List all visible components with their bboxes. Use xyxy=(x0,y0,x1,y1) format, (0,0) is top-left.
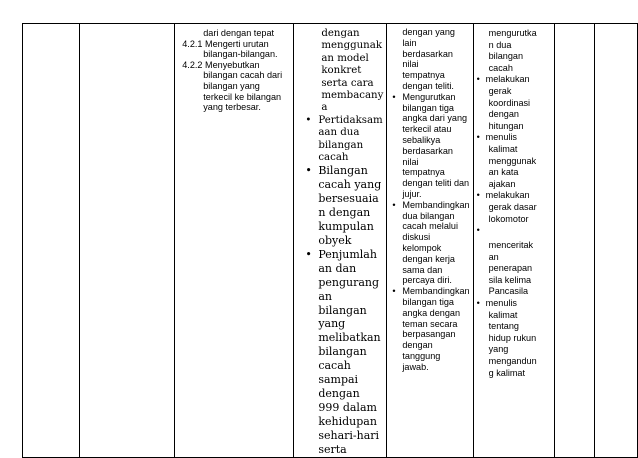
text-line: serta cara xyxy=(321,77,374,89)
activities-list xyxy=(390,92,469,373)
text-line: sama dan xyxy=(402,264,443,275)
table-cell-empty xyxy=(594,24,637,458)
text-line: bilangan tiga xyxy=(402,102,454,113)
list-item xyxy=(297,248,383,457)
text-line: melakukan xyxy=(485,190,530,201)
text-line: hidup rukun xyxy=(488,332,537,343)
text-line: penerapan xyxy=(488,263,533,274)
text-line: menggunak xyxy=(321,40,382,52)
text-line: bilangan xyxy=(318,303,367,317)
text-line: serta xyxy=(318,442,347,456)
text-line: gerak xyxy=(488,85,512,96)
text-line: a xyxy=(321,102,328,114)
list-item xyxy=(477,132,551,190)
text-line: bilangan xyxy=(488,51,524,62)
text-line: angka dengan xyxy=(402,307,461,318)
text-line: dengan teliti dan xyxy=(402,178,470,189)
text-line: diskusi kelompok xyxy=(402,232,442,253)
bullet-icon: • xyxy=(305,114,312,126)
list-item xyxy=(477,74,551,132)
text-line: cacah melalui xyxy=(402,221,458,232)
text-line: dengan yang lain xyxy=(402,27,455,48)
indicator-text: Mengerti urutan xyxy=(205,38,269,49)
bullet-icon: • xyxy=(392,91,396,102)
assessment-intro xyxy=(477,28,551,74)
bullet-icon: • xyxy=(305,164,312,178)
list-item xyxy=(390,200,469,286)
list-item xyxy=(477,225,551,237)
text-line: dengan kerja xyxy=(402,253,455,264)
text-line: Bilangan xyxy=(318,164,368,178)
text-line: mengurutka xyxy=(488,28,537,38)
syllabus-table xyxy=(22,23,638,458)
text-line: bilangan xyxy=(318,139,364,151)
text-line: berdasarkan nilai xyxy=(402,145,453,167)
text-line: menceritak xyxy=(488,240,534,251)
table-cell-activities xyxy=(387,24,473,458)
list-item xyxy=(297,115,383,165)
text-line: an kata xyxy=(488,167,519,178)
text-line: 999 dalam xyxy=(318,400,377,414)
text-line: bersesuaia xyxy=(318,192,379,206)
list-item xyxy=(390,286,469,372)
text-line: Membandingkan xyxy=(402,199,470,210)
bullet-icon: • xyxy=(392,286,396,297)
text-line: menulis xyxy=(485,132,517,143)
table-cell-criteria xyxy=(175,24,294,458)
text-line: dua bilangan xyxy=(402,210,455,221)
text-line: an xyxy=(318,289,332,303)
text-line: n dua xyxy=(488,39,512,50)
text-line: konkret xyxy=(321,65,362,77)
text-line: Pertidaksam xyxy=(318,114,383,126)
text-line: dengan tanggung xyxy=(402,340,441,361)
text-line: tentang xyxy=(488,321,519,332)
text-line: jujur. xyxy=(402,188,422,199)
text-line: membacany xyxy=(321,90,384,102)
table-cell-assessment xyxy=(473,24,554,458)
assessment-list xyxy=(477,74,551,379)
indicator-4-2-1 xyxy=(178,39,290,50)
text-line: dengan xyxy=(321,28,360,39)
text-line: menulis xyxy=(485,298,517,309)
text-line: yang xyxy=(318,317,346,331)
objectives-list xyxy=(297,115,383,457)
text-line: an xyxy=(488,251,499,262)
text-line: Penjumlah xyxy=(318,247,377,261)
text-line: aan dua xyxy=(318,127,360,139)
text-line: hitungan xyxy=(488,120,524,131)
list-item xyxy=(477,237,551,298)
text-line: dengan xyxy=(318,386,360,400)
text-line: Pancasila xyxy=(488,286,529,297)
list-item xyxy=(390,92,469,200)
text-line: bilangan tiga xyxy=(402,296,454,307)
bullet-icon: • xyxy=(476,190,480,201)
text-line: terkecil atau xyxy=(402,124,452,135)
text-line: sehari-hari xyxy=(318,428,380,442)
text-line: teman secara xyxy=(402,318,458,329)
text-line: mengandun xyxy=(488,356,537,367)
text-line: berdasarkan nilai xyxy=(402,48,453,70)
text-line: cacah yang xyxy=(318,178,382,192)
text-line: jawab. xyxy=(402,361,429,372)
indicator-text: bilangan cacah dari xyxy=(203,70,283,81)
text-line: kalimat xyxy=(488,309,518,320)
text-line: cacah xyxy=(488,62,513,73)
objectives-intro xyxy=(297,28,383,115)
text-line: angka dari yang xyxy=(402,113,468,124)
text-line: tempatnya xyxy=(402,70,445,81)
activities-intro xyxy=(390,27,469,92)
text-line: lokomotor xyxy=(488,213,529,224)
indicator-text: yang terbesar. xyxy=(203,102,261,113)
table-row xyxy=(23,24,638,458)
text-line: yang xyxy=(488,344,509,355)
text-line: an dan xyxy=(318,261,357,275)
text-line: sebalikya xyxy=(402,134,441,145)
criteria-continuation: dari dengan tepat xyxy=(203,28,275,38)
text-line: berpasangan xyxy=(402,329,456,340)
table-cell-empty xyxy=(555,24,595,458)
text-line: ajakan xyxy=(488,178,516,189)
bullet-icon: • xyxy=(392,199,396,210)
text-line: menggunak xyxy=(488,155,537,166)
indicator-text: bilangan yang xyxy=(203,80,260,91)
indicator-text: Menyebutkan xyxy=(205,59,260,70)
list-item xyxy=(477,298,551,379)
text-line: sila kelima xyxy=(488,274,532,285)
text-line: n dengan xyxy=(318,206,371,220)
text-line: kehidupan xyxy=(318,414,377,428)
table-cell-objectives xyxy=(294,24,387,458)
text-line: g kalimat xyxy=(488,367,526,378)
list-item xyxy=(477,190,551,225)
indicator-4-2-2 xyxy=(178,60,290,71)
text-line: kumpulan xyxy=(318,220,374,234)
text-line: cacah xyxy=(318,152,349,164)
bullet-icon: • xyxy=(476,74,480,85)
text-line: dengan xyxy=(488,109,519,120)
indicator-number: 4.2.2 xyxy=(182,59,203,70)
list-item xyxy=(297,164,383,247)
bullet-icon: • xyxy=(476,298,480,309)
text-line: percaya diri. xyxy=(402,275,452,286)
text-line: bilangan xyxy=(318,345,367,359)
text-line: kalimat xyxy=(488,143,518,154)
indicator-number: 4.2.1 xyxy=(182,38,203,49)
bullet-icon: • xyxy=(476,225,480,236)
table-cell-empty xyxy=(79,24,174,458)
text-line: Mengurutkan xyxy=(402,91,456,102)
indicator-text: bilangan-bilangan. xyxy=(203,49,278,60)
text-line: koordinasi xyxy=(488,97,531,108)
text-line: dengan teliti. xyxy=(402,80,454,91)
text-line: obyek xyxy=(318,234,352,247)
text-line: tempatnya xyxy=(402,167,445,178)
bullet-icon: • xyxy=(476,132,480,143)
text-line: melakukan xyxy=(485,74,530,85)
text-line: an model xyxy=(321,52,369,64)
indicator-text: terkecil ke bilangan xyxy=(203,91,282,102)
bullet-icon: • xyxy=(305,247,312,261)
text-line: gerak dasar xyxy=(488,201,537,212)
text-line: pengurang xyxy=(318,275,380,289)
text-line: melibatkan xyxy=(318,331,381,345)
table-cell-empty xyxy=(23,24,80,458)
text-line: sampai xyxy=(318,373,359,387)
text-line: cacah xyxy=(318,359,351,373)
text-line: Membandingkan xyxy=(402,286,470,297)
